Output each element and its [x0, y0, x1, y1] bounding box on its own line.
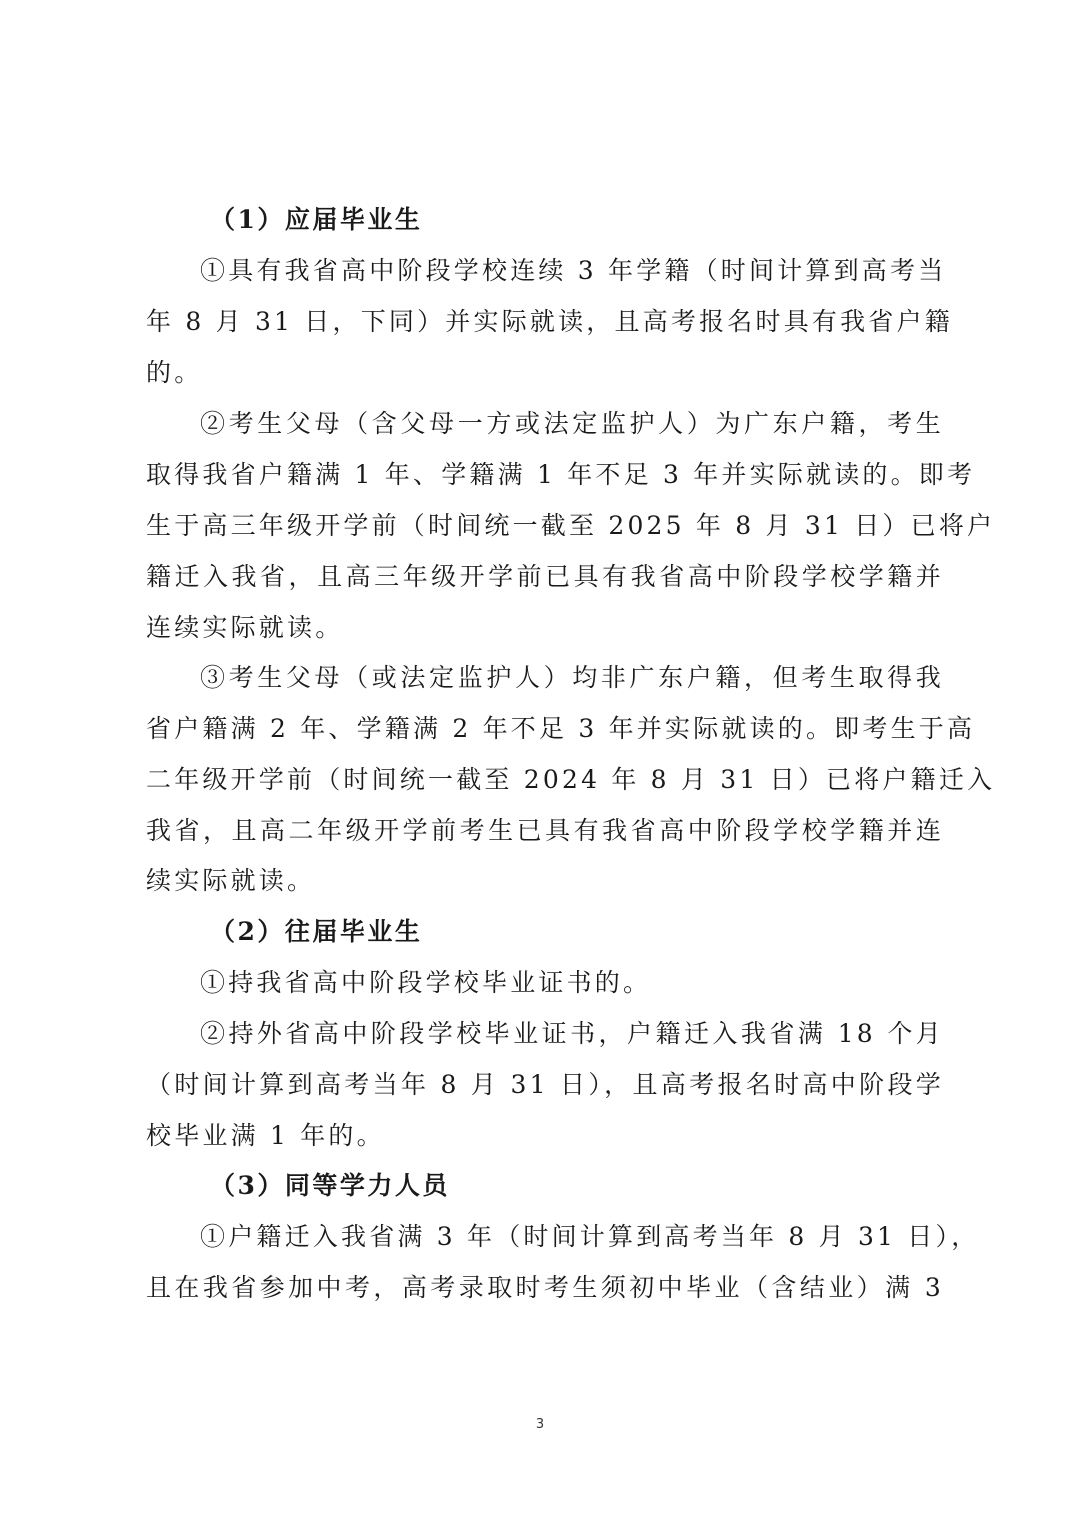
paragraph-line: 且在我省参加中考，高考录取时考生须初中毕业（含结业）满 3	[146, 1273, 944, 1302]
page-number: 3	[535, 1417, 545, 1432]
paragraph-line: ②考生父母（含父母一方或法定监护人）为广东户籍，考生	[200, 409, 944, 438]
paragraph-line: 续实际就读。	[146, 866, 316, 895]
paragraph-line: 籍迁入我省，且高三年级开学前已具有我省高中阶段学校学籍并	[146, 562, 944, 591]
paragraph-line: ①持我省高中阶段学校毕业证书的。	[200, 968, 652, 997]
paragraph-line: （时间计算到高考当年 8 月 31 日），且高考报名时高中阶段学	[146, 1070, 944, 1099]
section-heading-equivalent-education: （3）同等学力人员	[210, 1171, 450, 1200]
section-heading-fresh-graduates: （1）应届毕业生	[210, 205, 423, 234]
paragraph-line: 生于高三年级开学前（时间统一截至 2025 年 8 月 31 日）已将户	[146, 511, 996, 540]
paragraph-line: 我省，且高二年级开学前考生已具有我省高中阶段学校学籍并连	[146, 816, 944, 845]
paragraph-line: 年 8 月 31 日，下同）并实际就读，且高考报名时具有我省户籍	[146, 307, 953, 336]
paragraph-line: ①具有我省高中阶段学校连续 3 年学籍（时间计算到高考当	[200, 256, 947, 285]
paragraph-line: ②持外省高中阶段学校毕业证书，户籍迁入我省满 18 个月	[200, 1019, 944, 1048]
section-heading-past-graduates: （2）往届毕业生	[210, 917, 423, 946]
paragraph-line: 的。	[146, 358, 203, 387]
paragraph-line: ③考生父母（或法定监护人）均非广东户籍，但考生取得我	[200, 663, 944, 692]
paragraph-line: ①户籍迁入我省满 3 年（时间计算到高考当年 8 月 31 日），	[200, 1222, 980, 1251]
paragraph-line: 省户籍满 2 年、学籍满 2 年不足 3 年并实际就读的。即考生于高	[146, 714, 976, 743]
paragraph-line: 连续实际就读。	[146, 613, 344, 642]
paragraph-line: 取得我省户籍满 1 年、学籍满 1 年不足 3 年并实际就读的。即考	[146, 460, 976, 489]
paragraph-line: 校毕业满 1 年的。	[146, 1121, 385, 1150]
paragraph-line: 二年级开学前（时间统一截至 2024 年 8 月 31 日）已将户籍迁入	[146, 765, 996, 794]
